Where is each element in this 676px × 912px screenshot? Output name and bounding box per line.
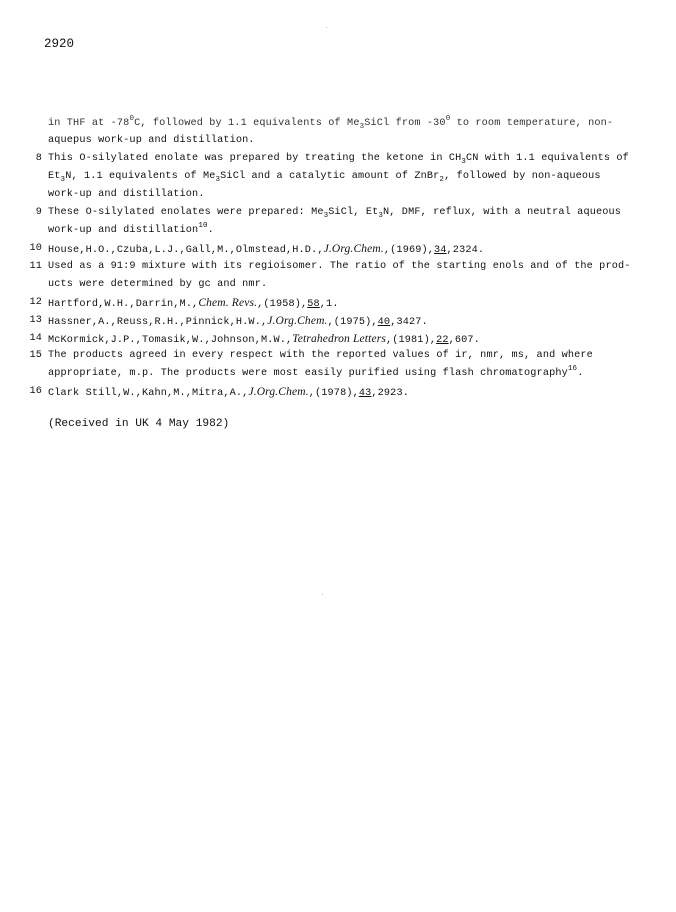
text-run: ,(1981),: [385, 335, 437, 346]
text-run: These O-silylated enolates were prepared: Me: [48, 207, 324, 218]
footnote-line: [48, 279, 267, 291]
footnote-line: [48, 386, 409, 400]
journal-title: Chem. Revs.: [198, 297, 258, 309]
footnote-number: 16: [29, 386, 42, 397]
text-run: N, 1.1 equivalents of Me: [65, 171, 216, 182]
text-run: Used as a 91:9 mixture with its regioisomer. The ratio of the starting enols and of the prod-: [48, 261, 631, 272]
page-number: 2920: [44, 37, 75, 51]
volume-number: 43: [358, 388, 372, 399]
footnote-number: 14: [29, 333, 42, 344]
subscript: 3: [378, 212, 384, 220]
text-run: ,(1969),: [383, 245, 435, 256]
text-run: CN with 1.1 equivalents of: [466, 153, 629, 164]
superscript: 10: [198, 222, 208, 230]
footnote-line: [48, 333, 480, 347]
footnote-number: 9: [35, 207, 42, 218]
text-run: work-up and distillation.: [48, 189, 205, 200]
footnote-line: [48, 315, 428, 329]
footnote-number: 13: [29, 315, 42, 326]
text-run: appropriate, m.p. The products were most easily purified using flash chromatography: [48, 368, 568, 379]
footnote-number: 15: [29, 350, 42, 361]
footnote-number: 8: [35, 153, 42, 164]
text-run: work-up and distillation: [48, 225, 199, 236]
journal-title: J.Org.Chem.: [248, 386, 309, 398]
footnote-line: [48, 365, 584, 380]
text-run: ,1.: [319, 299, 339, 310]
text-run: SiCl and a catalytic amount of ZnBr: [220, 171, 440, 182]
footnote-line: [48, 261, 631, 273]
text-run: ,607.: [448, 335, 480, 346]
superscript: 0: [129, 115, 135, 123]
text-run: SiCl, Et: [328, 207, 379, 218]
text-run: ,3427.: [390, 317, 428, 328]
text-run: Clark Still,W.,Kahn,M.,Mitra,A.,: [48, 388, 249, 399]
footnote-line: [48, 222, 214, 237]
text-run: ucts were determined by gc and nmr.: [48, 279, 268, 290]
scan-mark: [326, 27, 327, 28]
footnote-line: [48, 135, 255, 147]
footnote-line: [48, 243, 484, 257]
text-run: ,(1958),: [257, 299, 308, 310]
footnote-line: [48, 115, 614, 131]
footnote-number: 11: [29, 261, 42, 272]
volume-number: 22: [436, 335, 449, 346]
superscript: 16: [567, 365, 578, 373]
text-run: House,H.O.,Czuba,L.J.,Gall,M.,Olmstead,H.D.,: [48, 245, 324, 256]
footnote-line: [48, 153, 629, 165]
text-run: Et: [48, 171, 61, 182]
text-run: SiCl from -30: [364, 118, 446, 129]
text-run: The products agreed in every respect with the reported values of ir, nmr, ms, and where: [48, 350, 593, 361]
text-run: in THF at -78: [48, 118, 130, 129]
footnote-number: 12: [29, 297, 42, 308]
received-date: (Received in UK 4 May 1982): [48, 418, 230, 430]
footnote-line: [48, 189, 205, 201]
text-run: ,2324.: [446, 245, 485, 256]
text-run: Hartford,W.H.,Darrin,M.,: [48, 299, 199, 310]
volume-number: 58: [307, 299, 320, 310]
journal-title: J.Org.Chem.: [267, 315, 328, 327]
volume-number: 40: [377, 317, 391, 328]
footnote-line: [48, 297, 339, 311]
text-run: C, followed by 1.1 equivalents of Me: [134, 118, 360, 129]
subscript: 3: [461, 158, 467, 166]
text-run: Hassner,A.,Reuss,R.H.,Pinnick,H.W.,: [48, 317, 268, 328]
footnote-line: [48, 171, 601, 183]
text-run: McKormick,J.P.,Tomasik,W.,Johnson,M.W.,: [48, 335, 293, 346]
text-run: aquepus work-up and distillation.: [48, 135, 255, 146]
text-run: .: [577, 368, 584, 379]
subscript: 3: [60, 176, 66, 184]
text-run: , followed by non-aqueous: [444, 171, 601, 182]
scan-mark: [322, 594, 323, 595]
footnote-line: [48, 207, 621, 219]
volume-number: 34: [434, 245, 447, 256]
text-run: to room temperature, non-: [450, 118, 614, 129]
journal-title: Tetrahedron Letters: [292, 333, 386, 345]
text-run: ,(1975),: [327, 317, 378, 328]
subscript: 2: [439, 176, 445, 184]
text-run: .: [207, 225, 214, 236]
text-run: N, DMF, reflux, with a neutral aqueous: [383, 207, 622, 218]
footnote-number: 10: [29, 243, 42, 254]
text-run: ,(1978),: [308, 388, 359, 399]
text-run: This O-silylated enolate was prepared by treating the ketone in CH: [48, 153, 462, 164]
text-run: ,2923.: [371, 388, 409, 399]
superscript: 0: [445, 115, 451, 123]
subscript: 3: [215, 176, 221, 184]
subscript: 3: [359, 123, 365, 131]
subscript: 3: [323, 212, 329, 220]
journal-title: J.Org.Chem.: [323, 243, 384, 255]
footnote-line: [48, 350, 593, 362]
